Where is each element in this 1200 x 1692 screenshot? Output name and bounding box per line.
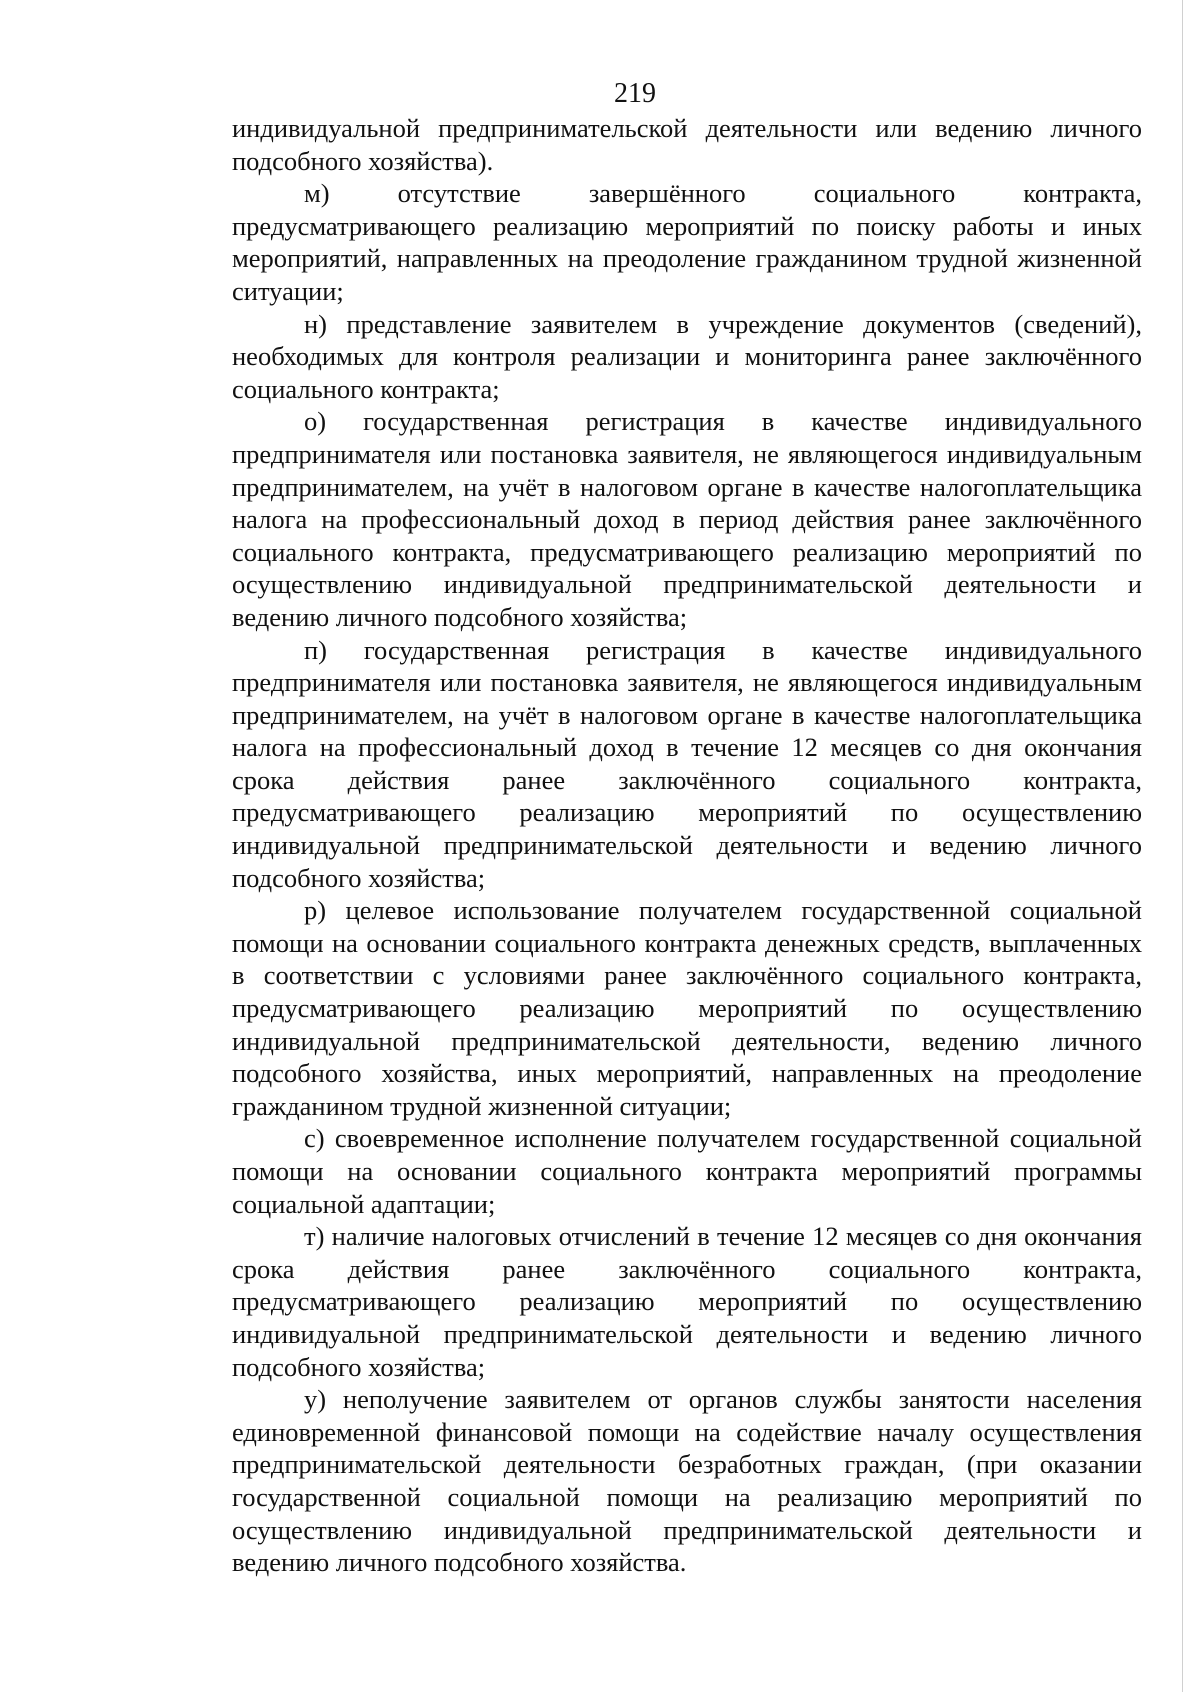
paragraph-item-t: т) наличие налоговых отчислений в течение 12 месяцев со дня окончания срока действия ранее заключённого социального контракта, предусматривающего реализацию мероприятий по осуществлению индивидуальной предпринимательской деятельности и ведению личного подсобного хозяйства; <box>232 1221 1142 1382</box>
paragraph-item-n: н) представление заявителем в учреждение документов (сведений), необходимых для контроля реализации и мониторинга ранее заключённого социального контракта; <box>232 308 1142 404</box>
page-number: 219 <box>614 78 656 109</box>
paragraph-item-m: м) отсутствие завершённого социального контракта, предусматривающего реализацию мероприятий по поиску работы и иных мероприятий, направленных на преодоление гражданином трудной жизненной ситуации; <box>232 178 1142 306</box>
paragraph-item-p: п) государственная регистрация в качестве индивидуального предпринимателя или постановка заявителя, не являющегося индивидуальным предпринимателем, на учёт в налоговом органе в качестве налогоплательщика налога на профессиональный доход в течение 12 месяцев со дня окончания срока действия ранее заключённого социального контракта, предусматривающего реализацию мероприятий по осуществлению индивидуальной предпринимательской деятельности и ведению личного подсобного хозяйства; <box>232 634 1142 893</box>
document-body <box>232 112 1142 1579</box>
page-edge-line <box>1182 0 1183 1692</box>
paragraph-item-o: о) государственная регистрация в качестве индивидуального предпринимателя или постановка заявителя, не являющегося индивидуальным предпринимателем, на учёт в налоговом органе в качестве налогоплательщика налога на профессиональный доход в период действия ранее заключённого социального контракта, предусматривающего реализацию мероприятий по осуществлению индивидуальной предпринимательской деятельности и ведению личного подсобного хозяйства; <box>232 406 1142 632</box>
paragraph-continuation: индивидуальной предпринимательской деятельности или ведению личного подсобного хозяйства). <box>232 113 1142 176</box>
paragraph-item-s: с) своевременное исполнение получателем государственной социальной помощи на основании социального контракта мероприятий программы социальной адаптации; <box>232 1123 1142 1219</box>
paragraph-item-r: р) целевое использование получателем государственной социальной помощи на основании социального контракта денежных средств, выплаченных в соответствии с условиями ранее заключённого социального контракта, предусматривающего реализацию мероприятий по осуществлению индивидуальной предпринимательской деятельности, ведению личного подсобного хозяйства, иных мероприятий, направленных на преодоление гражданином трудной жизненной ситуации; <box>232 895 1142 1121</box>
paragraph-item-u: у) неполучение заявителем от органов службы занятости населения единовременной финансовой помощи на содействие началу осуществления предпринимательской деятельности безработных граждан, (при оказании государственной социальной помощи на реализацию мероприятий по осуществлению индивидуальной предпринимательской деятельности и ведению личного подсобного хозяйства. <box>232 1384 1142 1578</box>
